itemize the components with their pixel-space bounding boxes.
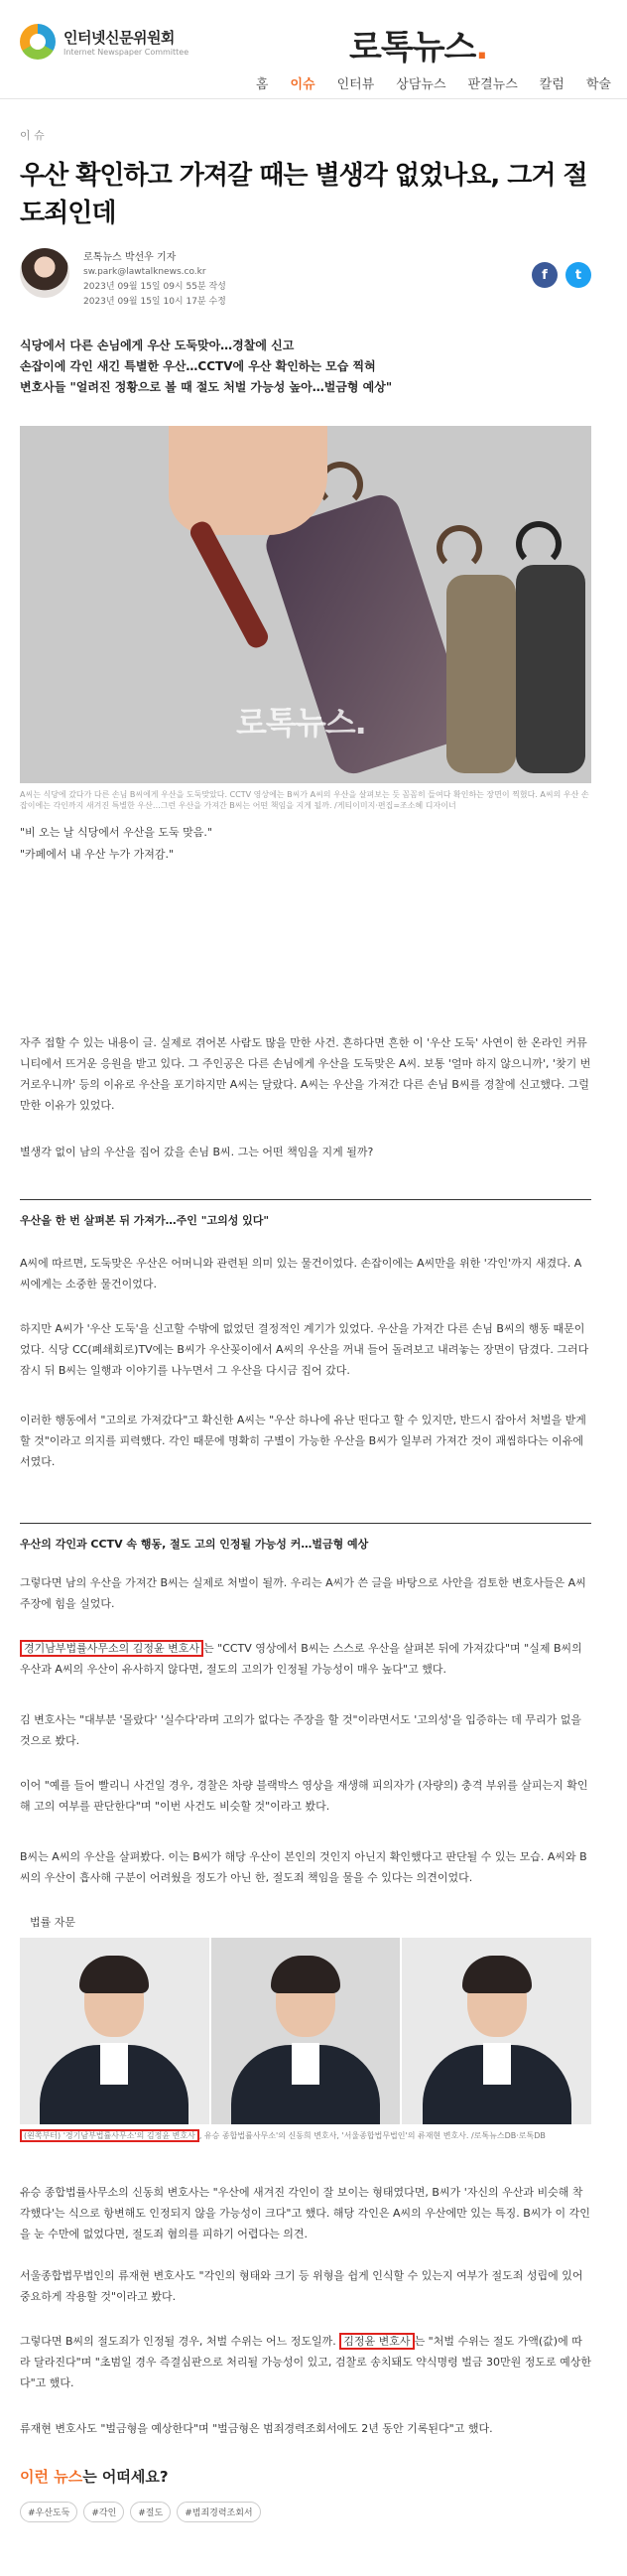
- tag[interactable]: #절도: [130, 2502, 171, 2522]
- nav-ruling-news[interactable]: 판결뉴스: [467, 77, 518, 92]
- twitter-share-icon[interactable]: t: [565, 262, 591, 288]
- paragraph: 유승 종합법률사무소의 신동희 변호사는 "우산에 새겨진 각인이 잘 보이는 형태였다면, B씨가 '자신의 우산과 비슷해 착각했다'는 식으로 항변해도 인정되지 않을 가능성이 크다"고 했다. 해당 각인은 A씨의 우산에만 있는 특징. B씨가 이 각인을 눈 수만에 없었다면, 절도죄 혐의를 피하기 어렵다는 의견.: [20, 2186, 590, 2240]
- shirt: [292, 2043, 319, 2085]
- hair: [462, 1956, 532, 1993]
- nav-home[interactable]: 홈: [255, 77, 269, 92]
- umbrella-hook-icon: [516, 521, 562, 567]
- lawyer-photo-row: [20, 1938, 591, 2124]
- article: [20, 99, 591, 811]
- umbrella-hook-icon: [437, 525, 482, 571]
- caption-text: , 유승 종합법률사무소'의 신동희 변호사, '서울종합법무법인'의 류재현 변호사. /로톡뉴스DB·로톡DB: [198, 2131, 546, 2140]
- related-news-heading: [20, 2466, 591, 2487]
- nav-consult-news[interactable]: 상담뉴스: [396, 77, 446, 92]
- related-rest: 는 어떠세요?: [82, 2468, 169, 2486]
- lawyer-photos: [20, 1938, 591, 2141]
- red-umbrella-handle: [187, 518, 271, 651]
- quote-line: "비 오는 날 식당에서 우산을 도둑 맞음.": [20, 826, 212, 839]
- site-logo-text: 로톡뉴스: [349, 28, 476, 68]
- hair: [79, 1956, 149, 1993]
- summary-line: 손잡이에 각인 새긴 특별한 우산…CCTV에 우산 확인하는 모습 찍혀: [20, 359, 376, 373]
- paragraph: A씨에 따르면, 도둑맞은 우산은 어머니와 관련된 의미 있는 물건이었다. 손잡이에는 A씨만을 위한 '각인'까지 새겼다. A씨에게는 소중한 물건이었다.: [20, 1257, 582, 1290]
- nav-academic[interactable]: 학술: [585, 77, 611, 92]
- section-label[interactable]: 이 슈: [20, 129, 45, 142]
- org-text: [63, 27, 188, 57]
- summary-line: 식당에서 다른 손님에게 우산 도둑맞아…경찰에 신고: [20, 339, 295, 352]
- legal-advice-label: 법률 자문: [30, 1916, 76, 1929]
- black-umbrella: [516, 565, 585, 773]
- site-logo[interactable]: [349, 20, 487, 68]
- org-logo[interactable]: [20, 24, 188, 60]
- related-accent: 이런 뉴스: [20, 2468, 83, 2486]
- lawyer-photo-shin: [211, 1938, 401, 2124]
- quote-line: "카페에서 내 우산 누가 가져감.": [20, 848, 175, 861]
- highlighted-lawyer-name: 경기남부법률사무소의 김정윤 변호사: [20, 1640, 203, 1657]
- lawyer-photo-kim: [20, 1938, 209, 2124]
- paragraph: 이러한 행동에서 "고의로 가져갔다"고 확신한 A씨는 "우산 하나에 유난 떤다고 할 수 있지만, 반드시 잡아서 처벌을 받게 할 것"이라고 의지를 피력했다. 각인 때문에 명확히 구별이 가능한 우산을 B씨가 일부러 가져간 것이 괘씸하다는 이유에서였다.: [20, 1414, 586, 1468]
- org-emblem-icon: [20, 24, 56, 60]
- hero-watermark: 로톡뉴스.: [236, 704, 366, 742]
- tag[interactable]: #우산도둑: [20, 2502, 77, 2522]
- paragraph: 김 변호사는 "대부분 '몰랐다' '실수다'라며 고의가 없다는 주장을 할 것"이라면서도 '고의성'을 입증하는 데 무리가 없을 것으로 봤다.: [20, 1713, 582, 1747]
- nav-column[interactable]: 칼럼: [539, 77, 564, 92]
- byline: [20, 246, 591, 306]
- org-subtitle: Internet Newspaper Committee: [63, 48, 189, 57]
- hero-image: [20, 426, 591, 783]
- paragraph: 서울종합법무법인의 류재현 변호사도 "각인의 형태와 크기 등 위형을 쉽게 인식할 수 있는지 여부가 절도죄 성립에 있어 중요하게 작용할 것"이라고 봤다.: [20, 2269, 583, 2303]
- facebook-share-icon[interactable]: f: [532, 262, 558, 288]
- paragraph-text: 그렇다면 B씨의 절도죄가 인정될 경우, 처벌 수위는 어느 정도일까.: [20, 2335, 340, 2348]
- reporter-name[interactable]: 로톡뉴스 박선우 기자: [83, 252, 177, 263]
- paragraph: [20, 2331, 591, 2393]
- reporter-email[interactable]: sw.park@lawtalknews.co.kr: [83, 267, 206, 277]
- summary-line: 변호사들 "얼려진 정황으로 볼 때 절도 처벌 가능성 높아…벌금형 예상": [20, 380, 393, 394]
- org-name: 인터넷신문위원회: [63, 29, 175, 47]
- hair: [271, 1956, 340, 1993]
- tag[interactable]: #범죄경력조회서: [177, 2502, 260, 2522]
- published-date: 2023년 09월 15일 09시 55분 작성: [83, 282, 226, 292]
- site-header: [0, 0, 627, 99]
- share-buttons: [532, 262, 591, 288]
- hero-caption: A씨는 식당에 갔다가 다른 손님 B씨에게 우산을 도둑맞았다. CCTV 영상에는 B씨가 A씨의 우산을 살펴보는 듯 꼼꼼히 들여다 확인하는 장면이 찍혔다. A씨의 우산 손잡이에는 각인까지 새겨진 특별한 우산…그런 우산을 가져간 B씨는 어떤 책임을 지게 될까. /게티이미지·편집=조소혜 디자이너: [20, 790, 589, 810]
- tag-list: [20, 2502, 591, 2522]
- paragraph: [20, 1638, 591, 1680]
- article-headline: 우산 확인하고 가져갈 때는 별생각 없었나요, 그거 절도죄인데: [20, 161, 587, 228]
- subheading: 우산을 한 번 살펴본 뒤 가져가…주인 "고의성 있다": [20, 1199, 591, 1228]
- paragraph: 하지만 A씨가 '우산 도둑'을 신고할 수밖에 없었던 결정적인 계기가 있었다. 우산을 가져간 다른 손님 B씨의 행동 때문이었다. 식당 CC(폐쇄회로)TV에는 B씨가 우산꽂이에서 A씨의 우산을 꺼내 들어 돌려보고 내려놓는 장면이 담겼다. 그러다 잠시 뒤 B씨는 일행과 이야기를 나누면서 그 우산을 다시금 집어 갔다.: [20, 1322, 589, 1377]
- lawyer-caption: [20, 2130, 591, 2141]
- shirt: [100, 2043, 128, 2085]
- paragraph-text: 는 "처벌 수위는 절도 가액(값)에 따라 달라진다"며 "초범일 경우 즉결심판으로 처리될 가능성이 있고, 검찰로 송치돼도 약식명령 벌금 30만원 정도로 예상한다"고 했다.: [20, 2335, 591, 2389]
- subheading: 우산의 각인과 CCTV 속 행동, 절도 고의 인정될 가능성 커…벌금형 예상: [20, 1523, 591, 1552]
- paragraph-text: 는 "CCTV 영상에서 B씨는 스스로 우산을 살펴본 뒤에 가져갔다"며 "실제 B씨의 우산과 A씨의 우산이 유사하지 않다면, 절도의 고의가 인정될 가능성이 매우 높다"고 했다.: [20, 1642, 582, 1676]
- highlighted-lawyer-name: 김정윤 변호사: [339, 2333, 414, 2350]
- highlighted-caption: (왼쪽부터) '경기남부법률사무소'의 김정윤 변호사: [20, 2129, 199, 2142]
- paragraph: B씨는 A씨의 우산을 살펴봤다. 이는 B씨가 해당 우산이 본인의 것인지 아닌지 확인했다고 판단될 수 있는 모습. A씨와 B씨의 우산이 흡사해 구분이 어려웠을 정도가 아닌 한, 절도죄 책임을 물을 수 있다는 의견이었다.: [20, 1850, 587, 1884]
- opening-quotes: [20, 822, 591, 866]
- site-logo-dot: .: [475, 28, 488, 68]
- paragraph: 별생각 없이 남의 우산을 집어 갔을 손님 B씨. 그는 어떤 책임을 지게 될까?: [20, 1146, 374, 1158]
- paragraph: 자주 접할 수 있는 내용이 글. 실제로 겪어본 사람도 많을 만한 사건. 흔하다면 흔한 이 '우산 도둑' 사연이 한 온라인 커뮤니티에서 뜨거운 응원을 받고 있다. 그 주인공은 다른 손님에게 우산을 도둑맞은 A씨. 보통 '얼마 하지 않으니까', '찾기 번거로우니까' 등의 이유로 우산을 포기하지만 A씨는 달랐다. A씨는 우산을 가져간 다른 손님 B씨를 경찰에 신고했다. 그럴 만한 이유가 있었다.: [20, 1036, 591, 1112]
- reporter-avatar: [20, 248, 69, 298]
- nav-interview[interactable]: 인터뷰: [336, 77, 375, 92]
- modified-date: 2023년 09월 15일 10시 17분 수정: [83, 297, 226, 307]
- article-summary: [20, 336, 591, 398]
- tag[interactable]: #각인: [83, 2502, 124, 2522]
- lawyer-photo-ryu: [402, 1938, 591, 2124]
- paragraph: 류재현 변호사도 "벌금형을 예상한다"며 "벌금형은 범죄경력조회서에도 2년 동안 기록된다"고 했다.: [20, 2422, 493, 2435]
- hand: [169, 426, 327, 535]
- byline-text: [83, 250, 226, 310]
- paragraph: 이어 "예를 들어 빨리니 사건일 경우, 경찰은 차량 블랙박스 영상을 재생해 피의자가 (자량의) 충격 부위를 살피는지 확인해 고의 여부를 판단한다"며 "이번 사건도 비슷할 것"이라고 봤다.: [20, 1779, 588, 1813]
- shirt: [483, 2043, 511, 2085]
- paragraph: 그렇다면 남의 우산을 가져간 B씨는 실제로 처벌이 될까. 우리는 A씨가 쓴 글을 바탕으로 사안을 검토한 변호사들은 A씨 주장에 힘을 실었다.: [20, 1576, 586, 1610]
- main-nav: [256, 73, 611, 92]
- nav-issue[interactable]: 이슈: [290, 77, 315, 92]
- khaki-umbrella: [446, 575, 516, 773]
